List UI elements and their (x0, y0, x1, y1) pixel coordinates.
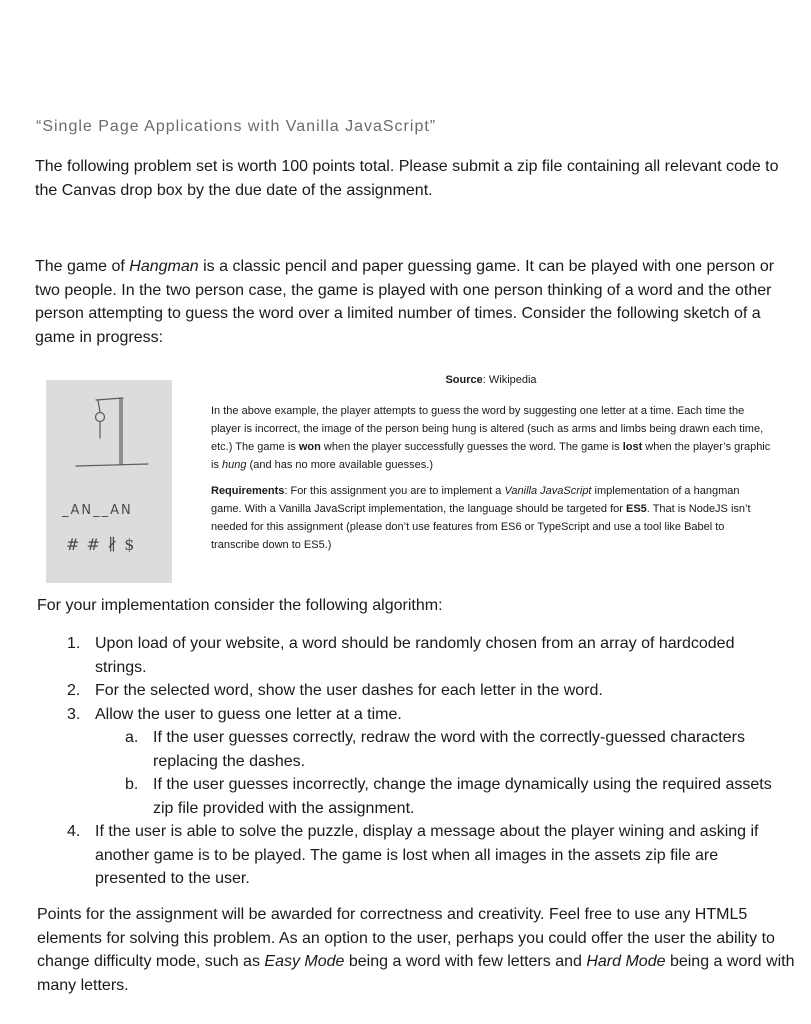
list-item: b. If the user guesses incorrectly, change the image dynamically using the required assets zip file provided with the assignment. (125, 776, 772, 817)
list-item: 2. For the selected word, show the user dashes for each letter in the word. (67, 682, 603, 699)
document-subtitle: “Single Page Applications with Vanilla JavaScript” (36, 118, 437, 135)
algorithm-list (0, 632, 790, 891)
hangman-sketch-image (46, 380, 172, 583)
image-guessed-letters: # # ∦ $ (66, 535, 136, 554)
algorithm-heading: For your implementation consider the following algorithm: (37, 597, 443, 614)
closing-paragraph: Points for the assignment will be awarded for correctness and creativity. Feel free to use any HTML5 elements for solving this problem. As an option to the user, perhaps you could offer the user the ability to change difficulty mode, such as Easy Mode being a word with few letters and Hard Mode being a word with many letters. (37, 906, 795, 994)
sub-list (95, 726, 790, 820)
list-item: 1. Upon load of your website, a word should be randomly chosen from an array of hardcoded strings. (67, 635, 735, 676)
image-word-pattern: _AN__AN (62, 503, 133, 518)
list-item: 3. Allow the user to guess one letter at a time. a. If the user guesses correctly, redraw the word with the correctly-guessed characters replacing the dashes. b. If the user guesses incorrectly, change the image dynamically using the required assets zip file provided with the assignment. (0, 703, 790, 821)
requirements-paragraph: Requirements: For this assignment you are to implement a Vanilla JavaScript implementation of a hangman game. With a Vanilla JavaScript implementation, the language should be targeted for ES5. That is NodeJS isn’t needed for this assignment (please don’t use features from ES6 or TypeScript and use a tool like Babel to transcribe down to ES5.) (211, 485, 751, 551)
image-source: Source: Wikipedia (445, 374, 537, 386)
hangman-intro-paragraph: The game of Hangman is a classic pencil and paper guessing game. It can be played with one person or two people. In the two person case, the game is played with one person thinking of a word and the other person attempting to guess the word over a limited number of times. Consider the following sketch of a game in progress: (35, 258, 775, 346)
intro-paragraph: The following problem set is worth 100 points total. Please submit a zip file containing all relevant code to the Canvas drop box by the due date of the assignment. (35, 158, 779, 199)
hangman-term: Hangman (129, 258, 199, 275)
list-item: a. If the user guesses correctly, redraw the word with the correctly-guessed characters replacing the dashes. (125, 729, 745, 770)
list-item: 4. If the user is able to solve the puzzle, display a message about the player wining and asking if another game is to be played. The game is lost when all images in the assets zip file are presented to the user. (67, 823, 759, 887)
example-paragraph: In the above example, the player attempts to guess the word by suggesting one letter at a time. Each time the player is incorrect, the image of the person being hung is altered (such as arms and limbs being drawn each time, etc.) The game is won when the player successfully guesses the word. The game is lost when the player’s graphic is hung (and has no more available guesses.) (211, 405, 771, 471)
